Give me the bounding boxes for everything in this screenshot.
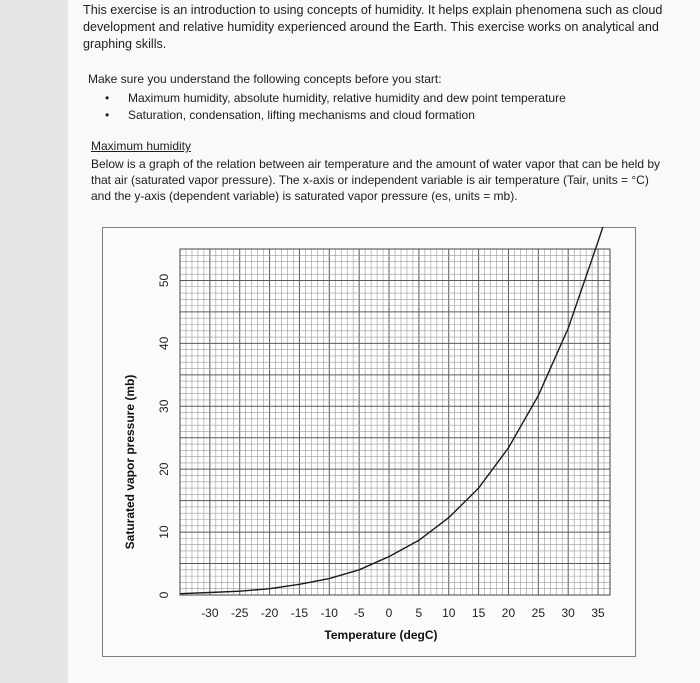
section-title: Maximum humidity xyxy=(91,139,192,153)
prerequisite-item: • Saturation, condensation, lifting mechanisms and cloud formation xyxy=(105,107,566,124)
x-tick-label: -30 xyxy=(201,606,219,620)
prerequisite-item: • Maximum humidity, absolute humidity, relative humidity and dew point temperature xyxy=(105,90,566,107)
x-tick-label: 0 xyxy=(385,606,393,620)
intro-paragraph: This exercise is an introduction to using concepts of humidity. It helps explain phenomena such as cloud development and relative humidity experienced around the Earth. This exercise works on analytical and graphing skills. xyxy=(83,3,663,51)
x-tick-label: 15 xyxy=(471,606,486,620)
section-description: Below is a graph of the relation between air temperature and the amount of water vapor that can be held by that air (saturated vapor pressure). The x-axis or independent variable is air temperature (Tair, units = °C) and the y-axis (dependent variable) is saturated vapor pressure (es, units = mb). xyxy=(91,157,661,203)
y-tick-label: 40 xyxy=(157,336,171,351)
x-tick-label: 35 xyxy=(591,606,605,620)
x-axis-title: Temperature (degC) xyxy=(324,628,438,642)
y-tick-label: 20 xyxy=(157,462,171,476)
y-tick-label: 50 xyxy=(157,273,171,288)
x-tick-label: 30 xyxy=(561,606,575,620)
x-tick-label: -25 xyxy=(231,606,249,620)
x-tick-label: -20 xyxy=(260,606,279,620)
x-tick-label: 20 xyxy=(501,606,516,620)
prerequisites-list xyxy=(105,90,566,124)
x-tick-label: -15 xyxy=(290,606,309,620)
x-tick-label: -5 xyxy=(353,606,365,620)
y-tick-label: 0 xyxy=(157,591,171,599)
x-tick-label: -10 xyxy=(320,606,338,620)
y-tick-label: 30 xyxy=(157,399,171,413)
prerequisites-lead: Make sure you understand the following concepts before you start: xyxy=(88,72,442,86)
vapor-pressure-chart xyxy=(102,227,636,657)
y-axis-title: Saturated vapor pressure (mb) xyxy=(123,374,137,550)
x-tick-label: 5 xyxy=(415,606,423,620)
x-tick-label: 25 xyxy=(531,606,546,620)
y-tick-label: 10 xyxy=(157,525,171,539)
x-tick-label: 10 xyxy=(442,606,456,620)
